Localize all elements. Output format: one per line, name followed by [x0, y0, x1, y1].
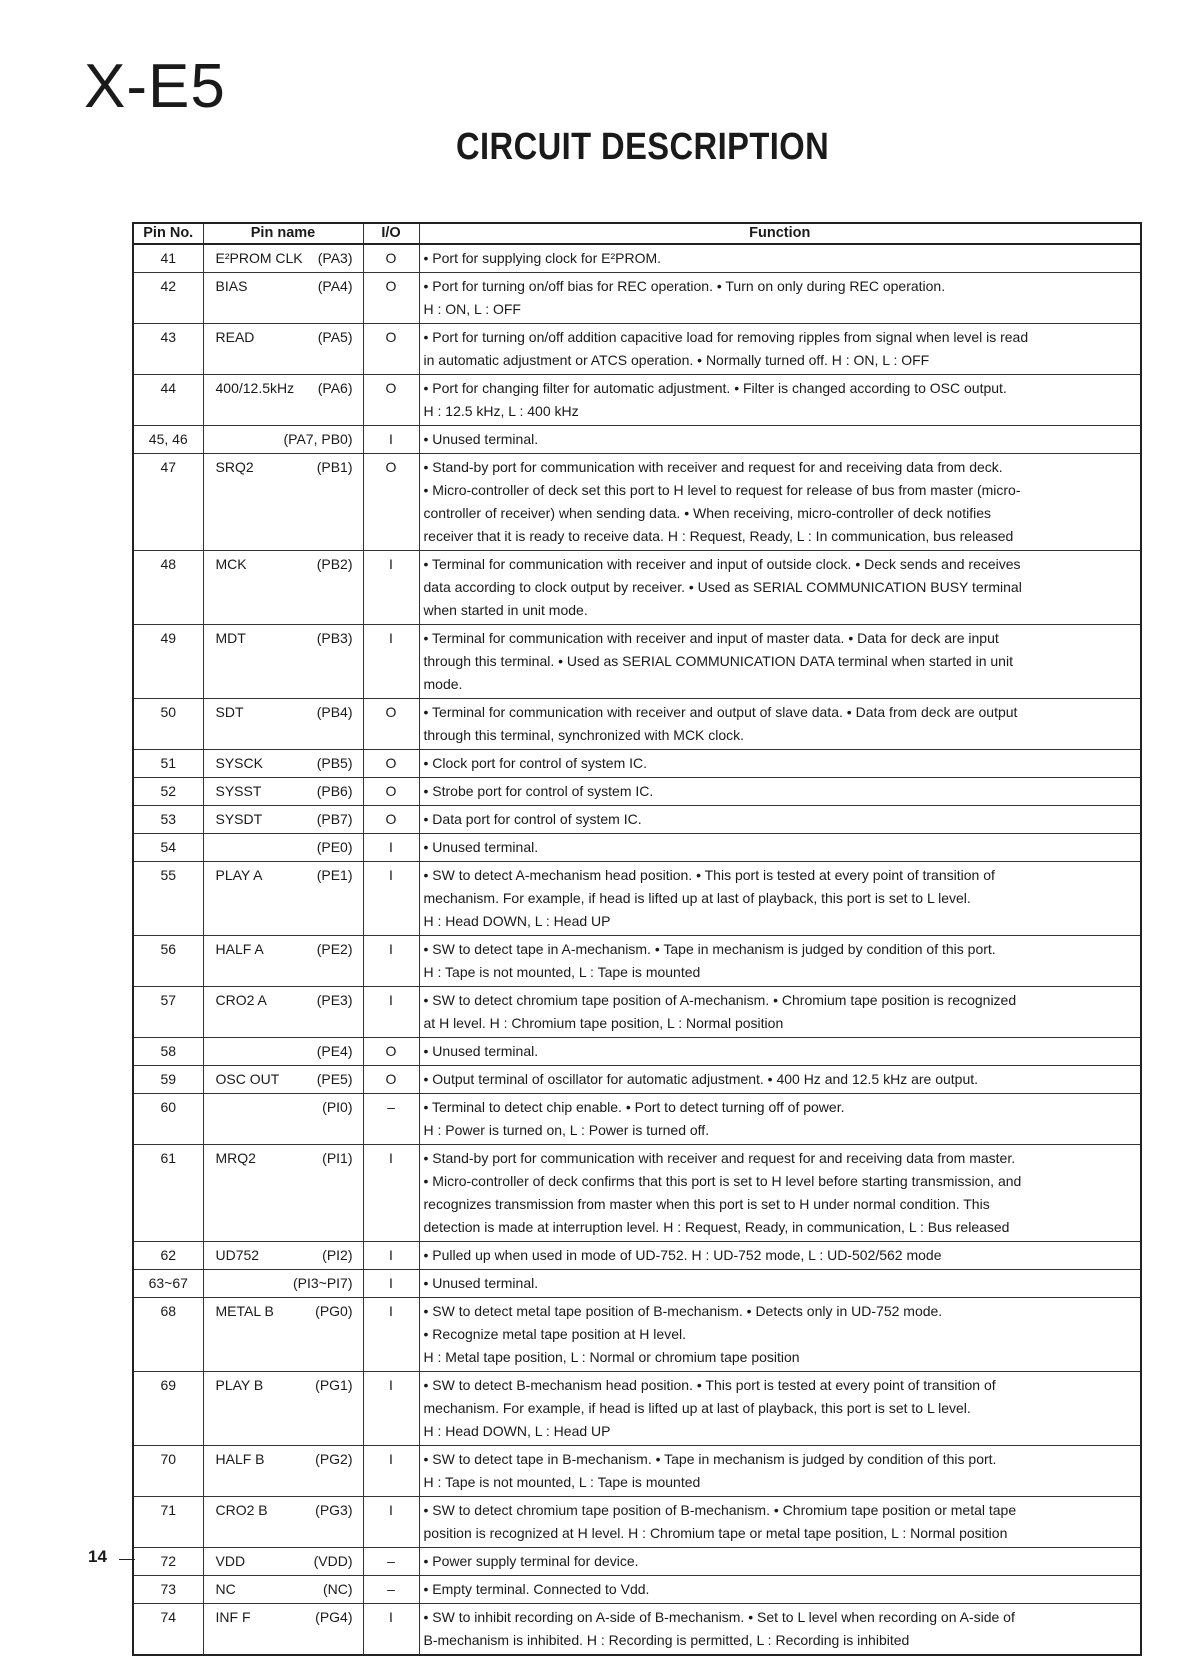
- function-line: • Port for changing filter for automatic adjustment. • Filter is changed according to OSC output.: [423, 380, 1007, 396]
- pin-port: (PB6): [316, 783, 353, 799]
- function-line: • Terminal for communication with receiver and output of slave data. • Data from deck are output: [423, 704, 1018, 720]
- pin-name: 400/12.5kHz: [215, 380, 295, 396]
- table-row: [133, 1270, 1141, 1298]
- pin-name-cell: [203, 834, 363, 862]
- pin-number: 72: [133, 1548, 203, 1576]
- pin-port: (PG0): [315, 1303, 353, 1319]
- pin-name-cell: [203, 936, 363, 987]
- pin-name-cell: [203, 699, 363, 750]
- pin-number: 48: [133, 551, 203, 625]
- pin-number: 74: [133, 1604, 203, 1656]
- pin-name-cell: [203, 273, 363, 324]
- pin-function: [419, 1038, 1141, 1066]
- pin-name: UD752: [215, 1247, 260, 1263]
- pin-io: O: [363, 244, 419, 273]
- table-row: [133, 1604, 1141, 1656]
- column-header-function: Function: [419, 223, 1141, 244]
- pin-function: [419, 699, 1141, 750]
- pin-number: 41: [133, 244, 203, 273]
- function-line: • Micro-controller of deck confirms that this port is set to H level before starting transmission, and: [423, 1173, 1022, 1189]
- pin-io: O: [363, 273, 419, 324]
- pin-number: 49: [133, 625, 203, 699]
- function-line: data according to clock output by receiver. • Used as SERIAL COMMUNICATION BUSY terminal: [423, 579, 1022, 595]
- page-title: CIRCUIT DESCRIPTION: [456, 126, 830, 168]
- function-line: • Terminal to detect chip enable. • Port to detect turning off of power.: [423, 1099, 845, 1115]
- pin-number: 47: [133, 454, 203, 551]
- function-line: through this terminal. • Used as SERIAL COMMUNICATION DATA terminal when started in unit: [423, 653, 1013, 669]
- pin-function: [419, 1242, 1141, 1270]
- function-line: H : ON, L : OFF: [423, 301, 521, 317]
- pin-io: I: [363, 1270, 419, 1298]
- table-row: [133, 1094, 1141, 1145]
- function-line: • Empty terminal. Connected to Vdd.: [423, 1581, 650, 1597]
- function-line: • SW to inhibit recording on A-side of B-mechanism. • Set to L level when recording on A-side of: [423, 1609, 1015, 1625]
- pin-name-cell: [203, 1446, 363, 1497]
- pin-port: (PA5): [317, 329, 353, 345]
- pin-function: [419, 750, 1141, 778]
- table-row: [133, 987, 1141, 1038]
- pin-name: PLAY B: [215, 1377, 264, 1393]
- pin-function: [419, 862, 1141, 936]
- pin-function: [419, 324, 1141, 375]
- column-header-pin-name: Pin name: [203, 223, 363, 244]
- pin-port: (VDD): [313, 1553, 353, 1569]
- page-number-rule: [119, 1559, 135, 1560]
- pin-name: PLAY A: [215, 867, 263, 883]
- table-row: [133, 454, 1141, 551]
- table-row: [133, 551, 1141, 625]
- function-line: • Power supply terminal for device.: [423, 1553, 639, 1569]
- pin-function: [419, 1548, 1141, 1576]
- pin-function: [419, 426, 1141, 454]
- pin-name-cell: [203, 1497, 363, 1548]
- pin-port: (PI1): [322, 1150, 353, 1166]
- pin-function: [419, 1576, 1141, 1604]
- pin-port: (PE3): [316, 992, 353, 1008]
- pin-name-cell: [203, 862, 363, 936]
- pin-io: O: [363, 1038, 419, 1066]
- function-line: mechanism. For example, if head is lifted up at last of playback, this port is set to L level.: [423, 1400, 971, 1416]
- pin-number: 71: [133, 1497, 203, 1548]
- pin-port: (PA7, PB0): [283, 431, 353, 447]
- pin-io: O: [363, 454, 419, 551]
- pin-rows: [133, 244, 1141, 1655]
- function-line: • Unused terminal.: [423, 431, 539, 447]
- function-line: B-mechanism is inhibited. H : Recording is permitted, L : Recording is inhibited: [423, 1632, 910, 1648]
- pin-port: (PB3): [316, 630, 353, 646]
- pin-name-cell: [203, 987, 363, 1038]
- pin-name: SYSCK: [215, 755, 263, 771]
- pin-function: [419, 1372, 1141, 1446]
- pin-port: (PG2): [315, 1451, 353, 1467]
- function-line: • Port for turning on/off addition capacitive load for removing ripples from signal when level is read: [423, 329, 1029, 345]
- pin-number: 69: [133, 1372, 203, 1446]
- pin-name-cell: [203, 1066, 363, 1094]
- function-line: • SW to detect tape in B-mechanism. • Tape in mechanism is judged by condition of this port.: [423, 1451, 997, 1467]
- pin-name: SRQ2: [215, 459, 254, 475]
- function-line: H : Metal tape position, L : Normal or chromium tape position: [423, 1349, 800, 1365]
- pin-io: O: [363, 806, 419, 834]
- pin-port: (PE5): [316, 1071, 353, 1087]
- pin-io: I: [363, 936, 419, 987]
- pin-name: METAL B: [215, 1303, 274, 1319]
- function-line: H : Power is turned on, L : Power is turned off.: [423, 1122, 710, 1138]
- pin-name-cell: [203, 1270, 363, 1298]
- pin-function: [419, 244, 1141, 273]
- function-line: H : Tape is not mounted, L : Tape is mounted: [423, 964, 701, 980]
- pin-number: 56: [133, 936, 203, 987]
- pin-io: O: [363, 375, 419, 426]
- table-row: [133, 750, 1141, 778]
- pin-name-cell: [203, 1548, 363, 1576]
- pin-number: 59: [133, 1066, 203, 1094]
- pin-io: O: [363, 750, 419, 778]
- column-header-io: I/O: [363, 223, 419, 244]
- pin-port: (PB4): [316, 704, 353, 720]
- table-row: [133, 324, 1141, 375]
- function-line: H : 12.5 kHz, L : 400 kHz: [423, 403, 579, 419]
- pin-number: 42: [133, 273, 203, 324]
- page-number: 14: [88, 1547, 107, 1566]
- pin-number: 51: [133, 750, 203, 778]
- table-row: [133, 244, 1141, 273]
- table-row: [133, 1497, 1141, 1548]
- pin-name: MCK: [215, 556, 247, 572]
- pin-name-cell: [203, 625, 363, 699]
- pin-name: HALF A: [215, 941, 264, 957]
- pin-function: [419, 778, 1141, 806]
- function-line: in automatic adjustment or ATCS operation. • Normally turned off. H : ON, L : OFF: [423, 352, 930, 368]
- function-line: • Terminal for communication with receiver and input of outside clock. • Deck sends and receives: [423, 556, 1021, 572]
- pin-port: (PI3~PI7): [292, 1275, 353, 1291]
- pin-name-cell: [203, 551, 363, 625]
- pin-number: 73: [133, 1576, 203, 1604]
- pin-name-cell: [203, 1038, 363, 1066]
- pin-port: (PG4): [315, 1609, 353, 1625]
- pin-function: [419, 987, 1141, 1038]
- table-row: [133, 1242, 1141, 1270]
- pin-name: SYSST: [215, 783, 262, 799]
- function-line: • Unused terminal.: [423, 1043, 539, 1059]
- pin-io: –: [363, 1094, 419, 1145]
- table-row: [133, 1066, 1141, 1094]
- pin-function: [419, 806, 1141, 834]
- pin-number: 62: [133, 1242, 203, 1270]
- pin-io: I: [363, 625, 419, 699]
- function-line: detection is made at interruption level. H : Request, Ready, in communication, L : Bus released: [423, 1219, 1010, 1235]
- function-line: • Data port for control of system IC.: [423, 811, 642, 827]
- model-name: X-E5: [84, 52, 226, 121]
- pin-number: 70: [133, 1446, 203, 1497]
- pin-port: (PE0): [316, 839, 353, 855]
- function-line: • Unused terminal.: [423, 839, 539, 855]
- pin-name-cell: [203, 750, 363, 778]
- function-line: • Unused terminal.: [423, 1275, 539, 1291]
- pin-name: READ: [215, 329, 255, 345]
- pin-name: INF F: [215, 1609, 251, 1625]
- pin-number: 50: [133, 699, 203, 750]
- function-line: controller of receiver) when sending data. • When receiving, micro-controller of deck notifies: [423, 505, 991, 521]
- pin-number: 52: [133, 778, 203, 806]
- pin-function: [419, 1604, 1141, 1656]
- function-line: • Port for turning on/off bias for REC operation. • Turn on only during REC operation.: [423, 278, 946, 294]
- pin-name-cell: [203, 778, 363, 806]
- pin-name-cell: [203, 1094, 363, 1145]
- pin-port: (PG1): [315, 1377, 353, 1393]
- table-row: [133, 778, 1141, 806]
- pin-number: 60: [133, 1094, 203, 1145]
- function-line: • SW to detect A-mechanism head position. • This port is tested at every point of transition of: [423, 867, 995, 883]
- pin-name-cell: [203, 454, 363, 551]
- pin-name-cell: [203, 324, 363, 375]
- pin-function: [419, 625, 1141, 699]
- function-line: receiver that it is ready to receive data. H : Request, Ready, L : In communication, bus released: [423, 528, 1014, 544]
- pin-name: VDD: [215, 1553, 246, 1569]
- pin-function: [419, 1145, 1141, 1242]
- pin-port: (PB2): [316, 556, 353, 572]
- pin-number: 61: [133, 1145, 203, 1242]
- pin-io: I: [363, 551, 419, 625]
- pin-io: I: [363, 1242, 419, 1270]
- table-row: [133, 1576, 1141, 1604]
- function-line: through this terminal, synchronized with MCK clock.: [423, 727, 745, 743]
- pin-io: I: [363, 1604, 419, 1656]
- function-line: • Strobe port for control of system IC.: [423, 783, 654, 799]
- pin-function: [419, 1446, 1141, 1497]
- pin-port: (PE1): [316, 867, 353, 883]
- pin-io: I: [363, 862, 419, 936]
- pin-name-cell: [203, 1604, 363, 1656]
- pin-port: (PB7): [316, 811, 353, 827]
- pin-description-table: [132, 222, 1142, 1656]
- function-line: • Stand-by port for communication with receiver and request for and receiving data from master.: [423, 1150, 1016, 1166]
- pin-name-cell: [203, 426, 363, 454]
- function-line: • Micro-controller of deck set this port to H level to request for release of bus from master (micro-: [423, 482, 1021, 498]
- pin-function: [419, 1066, 1141, 1094]
- table-row: [133, 699, 1141, 750]
- table-header-row: [133, 223, 1141, 244]
- function-line: • Terminal for communication with receiver and input of master data. • Data for deck are input: [423, 630, 999, 646]
- pin-io: I: [363, 1298, 419, 1372]
- pin-port: (PB1): [316, 459, 353, 475]
- pin-io: I: [363, 1372, 419, 1446]
- table-row: [133, 375, 1141, 426]
- function-line: • Pulled up when used in mode of UD-752. H : UD-752 mode, L : UD-502/562 mode: [423, 1247, 942, 1263]
- pin-number: 63~67: [133, 1270, 203, 1298]
- pin-function: [419, 273, 1141, 324]
- pin-port: (PB5): [316, 755, 353, 771]
- table-row: [133, 1446, 1141, 1497]
- pin-io: I: [363, 834, 419, 862]
- pin-number: 44: [133, 375, 203, 426]
- function-line: mechanism. For example, if head is lifted up at last of playback, this port is set to L level.: [423, 890, 971, 906]
- function-line: • Stand-by port for communication with receiver and request for and receiving data from deck.: [423, 459, 1003, 475]
- pin-function: [419, 1298, 1141, 1372]
- pin-name-cell: [203, 1372, 363, 1446]
- function-line: • SW to detect metal tape position of B-mechanism. • Detects only in UD-752 mode.: [423, 1303, 943, 1319]
- pin-name: MRQ2: [215, 1150, 256, 1166]
- pin-port: (PE2): [316, 941, 353, 957]
- table-row: [133, 1145, 1141, 1242]
- table-row: [133, 426, 1141, 454]
- table-row: [133, 1038, 1141, 1066]
- pin-port: (NC): [322, 1581, 353, 1597]
- pin-io: I: [363, 426, 419, 454]
- pin-name: HALF B: [215, 1451, 265, 1467]
- pin-name: CRO2 A: [215, 992, 267, 1008]
- pin-function: [419, 936, 1141, 987]
- table-row: [133, 273, 1141, 324]
- function-line: recognizes transmission from master when this port is set to H under normal condition. This: [423, 1196, 990, 1212]
- pin-io: –: [363, 1548, 419, 1576]
- function-line: • SW to detect tape in A-mechanism. • Tape in mechanism is judged by condition of this port.: [423, 941, 996, 957]
- pin-io: O: [363, 1066, 419, 1094]
- pin-io: –: [363, 1576, 419, 1604]
- pin-name-cell: [203, 1298, 363, 1372]
- pin-function: [419, 1094, 1141, 1145]
- table-row: [133, 862, 1141, 936]
- table-row: [133, 806, 1141, 834]
- pin-name: OSC OUT: [215, 1071, 280, 1087]
- function-line: • SW to detect B-mechanism head position. • This port is tested at every point of transition of: [423, 1377, 996, 1393]
- pin-name: NC: [215, 1581, 236, 1597]
- pin-port: (PA4): [317, 278, 353, 294]
- pin-port: (PE4): [316, 1043, 353, 1059]
- pin-io: I: [363, 1145, 419, 1242]
- function-line: • SW to detect chromium tape position of B-mechanism. • Chromium tape position or metal tape: [423, 1502, 1017, 1518]
- pin-port: (PI0): [322, 1099, 353, 1115]
- function-line: at H level. H : Chromium tape position, L : Normal position: [423, 1015, 784, 1031]
- function-line: H : Head DOWN, L : Head UP: [423, 1423, 611, 1439]
- pin-io: I: [363, 987, 419, 1038]
- pin-name-cell: [203, 375, 363, 426]
- pin-io: O: [363, 778, 419, 806]
- table-row: [133, 936, 1141, 987]
- pin-function: [419, 1497, 1141, 1548]
- function-line: • SW to detect chromium tape position of A-mechanism. • Chromium tape position is recognized: [423, 992, 1017, 1008]
- pin-number: 57: [133, 987, 203, 1038]
- pin-name: SDT: [215, 704, 244, 720]
- pin-port: (PA3): [317, 250, 353, 266]
- pin-name: BIAS: [215, 278, 248, 294]
- table-row: [133, 1548, 1141, 1576]
- table-row: [133, 1298, 1141, 1372]
- function-line: H : Head DOWN, L : Head UP: [423, 913, 611, 929]
- pin-name-cell: [203, 1242, 363, 1270]
- pin-number: 55: [133, 862, 203, 936]
- function-line: • Port for supplying clock for E²PROM.: [423, 250, 662, 266]
- function-line: • Clock port for control of system IC.: [423, 755, 648, 771]
- function-line: • Output terminal of oscillator for automatic adjustment. • 400 Hz and 12.5 kHz are output.: [423, 1071, 979, 1087]
- pin-number: 58: [133, 1038, 203, 1066]
- pin-function: [419, 834, 1141, 862]
- pin-number: 54: [133, 834, 203, 862]
- function-line: when started in unit mode.: [423, 602, 588, 618]
- pin-number: 43: [133, 324, 203, 375]
- pin-port: (PG3): [315, 1502, 353, 1518]
- table-row: [133, 625, 1141, 699]
- pin-name: SYSDT: [215, 811, 263, 827]
- pin-number: 68: [133, 1298, 203, 1372]
- column-header-pin-no: Pin No.: [133, 223, 203, 244]
- function-line: • Recognize metal tape position at H level.: [423, 1326, 686, 1342]
- pin-port: (PI2): [322, 1247, 353, 1263]
- table-row: [133, 834, 1141, 862]
- pin-name-cell: [203, 244, 363, 273]
- pin-name-cell: [203, 1576, 363, 1604]
- pin-name: E²PROM CLK: [215, 250, 303, 266]
- function-line: position is recognized at H level. H : Chromium tape or metal tape position, L : Normal position: [423, 1525, 1008, 1541]
- pin-function: [419, 454, 1141, 551]
- pin-number: 53: [133, 806, 203, 834]
- pin-function: [419, 1270, 1141, 1298]
- pin-function: [419, 551, 1141, 625]
- function-line: mode.: [423, 676, 463, 692]
- pin-io: I: [363, 1446, 419, 1497]
- pin-name: CRO2 B: [215, 1502, 268, 1518]
- pin-port: (PA6): [317, 380, 353, 396]
- function-line: H : Tape is not mounted, L : Tape is mounted: [423, 1474, 701, 1490]
- table-row: [133, 1372, 1141, 1446]
- pin-io: I: [363, 1497, 419, 1548]
- pin-function: [419, 375, 1141, 426]
- pin-name-cell: [203, 1145, 363, 1242]
- pin-io: O: [363, 324, 419, 375]
- pin-name: MDT: [215, 630, 246, 646]
- pin-io: O: [363, 699, 419, 750]
- pin-name-cell: [203, 806, 363, 834]
- pin-number: 45, 46: [133, 426, 203, 454]
